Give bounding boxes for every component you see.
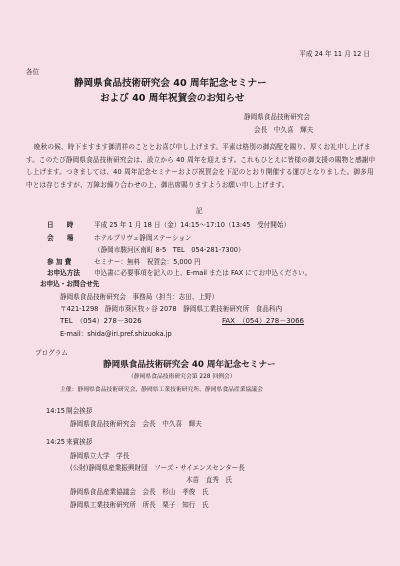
apply-label: お申込方法 [47,269,80,277]
contact-org: 静岡県食品技術研究会 事務局（担当：志田、上野） [60,293,219,301]
venue-label: 会 場 [47,234,74,242]
contact-address: 〒421-1298 静岡市葵区牧ヶ谷 2078 静岡県工業技術研究所 食品科内 [60,305,283,313]
guest-line: 静岡県食品産業協議会 会長 杉山 孝俊 氏 [70,488,209,496]
guest-line: 静岡県工業技術研究所 所長 栗子 知行 氏 [70,501,209,509]
venue-address: （静岡市駿河区南町 8-5 TEL 054-281-7300） [94,246,245,254]
sender-president: 会長 中久喜 輝夫 [254,126,314,134]
program-hosts: 主催：静岡県食品技術研究会、静岡県工業技術研究所、静岡県食品産業協議会 [60,387,263,393]
sender-org: 静岡県食品技術研究会 [244,113,310,121]
body-paragraph: 晩秋の候、時下ますます御清祥のこととお喜び申し上げます。平素は格別の御高配を賜り、厚くお礼申し上げます。このたび静岡県食品技術研究会は、設立から 40 周年を迎えます。これもひとえに皆様の御支援の賜物と感謝申し上げます。つきましては、40 周年記念セミナーおよび祝賀会を下記のとおり開催する運びとなりました。御多用中とは存じますが、万障お繰り合わせの上、御出席賜りますようお願い申し上げます。 [26,143,376,189]
document-title-line1: 静岡県食品技術研究会 40 周年記念セミナー [74,78,267,89]
program-subtitle: （静岡県食品技術研究会第 228 回例会） [128,374,236,380]
contact-email: E-mail：shida@iri.pref.shizuoka.jp [60,330,172,338]
item1-time: 14:15 [46,407,66,415]
contact-fax: FAX （054）278－3066 [222,317,305,325]
document-date: 平成 24 年 11 月 12 日 [299,50,370,58]
fee-label: 参 加 費 [47,258,72,266]
salutation: 各位 [26,68,40,76]
item2-time: 14:25 [46,438,66,446]
datetime-label: 日 時 [47,221,74,229]
guest-line: 木苗 直秀 氏 [186,476,233,484]
guest-line: 静岡県立大学 学長 [70,452,130,460]
ki-heading: 記 [196,207,203,215]
document-title-line2: および 40 周年祝賀会のお知らせ [100,93,245,104]
guest-line: (公財)静岡県産業振興財団 フーズ・サイエンスセンター長 [70,464,245,472]
program-label: プログラム [35,349,68,357]
item1-person: 静岡県食品技術研究会 会長 中久喜 輝夫 [70,420,202,428]
contact-tel: TEL （054）278－3026 [60,317,142,325]
program-title: 静岡県食品技術研究会 40 周年記念セミナー [103,360,276,370]
fee-value: セミナー：無料 祝賀会：5,000 円 [94,258,201,266]
venue-value: ホテルプリヴェ静岡ステーション [94,234,192,242]
datetime-value: 平成 25 年 1 月 18 日（金）14:15～17:10（13:45 受付開始） [94,221,291,229]
contact-label: お申込・お問合せ先 [40,280,100,288]
apply-value: 申込書に必要事項を記入の上、E-mail または FAX にてお申込ください。 [94,269,312,277]
item2-title: 来賓挨拶 [66,438,93,446]
item1-title: 開会挨拶 [66,407,93,415]
